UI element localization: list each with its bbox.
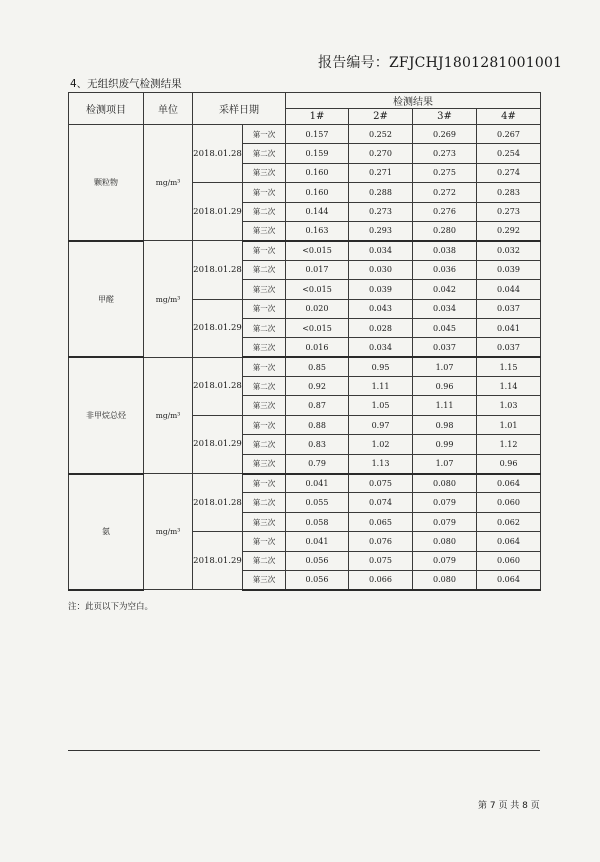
result-value: 0.079	[413, 493, 477, 512]
result-value: 0.037	[477, 338, 541, 357]
result-value: 0.96	[413, 377, 477, 396]
sampling-date: 2018.01.28	[193, 125, 243, 183]
result-value: 1.03	[477, 396, 541, 415]
sampling-date: 2018.01.29	[193, 415, 243, 473]
result-value: <0.015	[286, 318, 349, 337]
result-value: 0.042	[413, 280, 477, 299]
report-number: 报告编号：ZFJCHJ1801281001001	[318, 55, 563, 71]
sample-round: 第三次	[243, 280, 286, 299]
result-value: 0.017	[286, 260, 349, 279]
header-unit: 单位	[144, 93, 193, 125]
result-value: 0.273	[413, 144, 477, 163]
result-value: 0.079	[413, 512, 477, 531]
item-unit: mg/m³	[144, 474, 193, 590]
result-value: 0.273	[477, 202, 541, 221]
result-value: 0.034	[413, 299, 477, 318]
result-value: 0.92	[286, 377, 349, 396]
sampling-date: 2018.01.28	[193, 241, 243, 299]
result-value: 0.058	[286, 512, 349, 531]
sample-round: 第二次	[243, 260, 286, 279]
table-row	[69, 357, 541, 376]
result-value: 0.066	[349, 570, 413, 589]
result-value: 0.160	[286, 163, 349, 182]
result-value: 0.273	[349, 202, 413, 221]
sample-round: 第二次	[243, 551, 286, 570]
result-value: 0.036	[413, 260, 477, 279]
sample-round: 第二次	[243, 144, 286, 163]
sample-round: 第一次	[243, 241, 286, 260]
result-value: 1.13	[349, 454, 413, 473]
sample-round: 第一次	[243, 125, 286, 144]
table-row	[69, 125, 541, 144]
sample-round: 第三次	[243, 221, 286, 240]
result-value: 0.075	[349, 474, 413, 493]
sampling-date: 2018.01.28	[193, 357, 243, 415]
result-value: 0.034	[349, 241, 413, 260]
table-header	[69, 93, 541, 125]
header-point-3: 3#	[413, 109, 477, 125]
result-value: 1.12	[477, 435, 541, 454]
sample-round: 第三次	[243, 396, 286, 415]
result-value: 0.283	[477, 183, 541, 202]
sampling-date: 2018.01.29	[193, 299, 243, 357]
result-value: 0.270	[349, 144, 413, 163]
result-value: 0.041	[286, 532, 349, 551]
result-value: 0.080	[413, 474, 477, 493]
item-unit: mg/m³	[144, 125, 193, 241]
table-row	[69, 474, 541, 493]
result-value: 0.064	[477, 474, 541, 493]
sample-round: 第二次	[243, 493, 286, 512]
result-value: 1.15	[477, 357, 541, 376]
result-value: 0.041	[477, 318, 541, 337]
table-row	[69, 241, 541, 260]
sampling-date: 2018.01.29	[193, 532, 243, 590]
result-value: 0.274	[477, 163, 541, 182]
result-value: 0.076	[349, 532, 413, 551]
result-value: 0.030	[349, 260, 413, 279]
result-value: 0.87	[286, 396, 349, 415]
result-value: 0.83	[286, 435, 349, 454]
result-value: 0.79	[286, 454, 349, 473]
result-value: 0.293	[349, 221, 413, 240]
result-value: 0.032	[477, 241, 541, 260]
sample-round: 第一次	[243, 415, 286, 434]
result-value: 0.276	[413, 202, 477, 221]
result-value: 0.96	[477, 454, 541, 473]
result-value: 0.041	[286, 474, 349, 493]
result-value: 0.079	[413, 551, 477, 570]
result-value: 1.02	[349, 435, 413, 454]
result-value: 0.039	[477, 260, 541, 279]
result-value: 1.07	[413, 454, 477, 473]
sampling-date: 2018.01.28	[193, 474, 243, 532]
result-value: 0.98	[413, 415, 477, 434]
result-value: 1.11	[349, 377, 413, 396]
table-body	[69, 125, 541, 590]
header-results: 检测结果	[286, 93, 541, 109]
result-value: 0.271	[349, 163, 413, 182]
result-value: 0.056	[286, 551, 349, 570]
result-value: 0.064	[477, 532, 541, 551]
result-value: 0.99	[413, 435, 477, 454]
result-value: 0.288	[349, 183, 413, 202]
result-value: 0.038	[413, 241, 477, 260]
result-value: 0.080	[413, 532, 477, 551]
result-value: 0.269	[413, 125, 477, 144]
result-value: 0.160	[286, 183, 349, 202]
sample-round: 第一次	[243, 299, 286, 318]
sample-round: 第一次	[243, 357, 286, 376]
result-value: 0.97	[349, 415, 413, 434]
result-value: 0.272	[413, 183, 477, 202]
result-value: 0.144	[286, 202, 349, 221]
result-value: 0.267	[477, 125, 541, 144]
result-value: 1.07	[413, 357, 477, 376]
section-title: 4、无组织废气检测结果	[70, 78, 182, 90]
sampling-date: 2018.01.29	[193, 183, 243, 241]
result-value: 1.14	[477, 377, 541, 396]
page-number: 第 7 页 共 8 页	[478, 801, 540, 811]
header-item: 检测项目	[69, 93, 144, 125]
result-value: 0.060	[477, 551, 541, 570]
result-value: 0.044	[477, 280, 541, 299]
result-value: 0.016	[286, 338, 349, 357]
sample-round: 第三次	[243, 163, 286, 182]
result-value: 0.039	[349, 280, 413, 299]
result-value: 0.065	[349, 512, 413, 531]
item-name: 氨	[69, 474, 144, 590]
header-point-1: 1#	[286, 109, 349, 125]
blank-note: 注：此页以下为空白。	[68, 602, 154, 612]
result-value: 0.074	[349, 493, 413, 512]
sample-round: 第三次	[243, 338, 286, 357]
item-name: 甲醛	[69, 241, 144, 357]
sample-round: 第三次	[243, 512, 286, 531]
item-unit: mg/m³	[144, 357, 193, 473]
result-value: 0.075	[349, 551, 413, 570]
result-value: 0.157	[286, 125, 349, 144]
header-point-2: 2#	[349, 109, 413, 125]
result-value: 0.028	[349, 318, 413, 337]
result-value: 0.159	[286, 144, 349, 163]
sample-round: 第二次	[243, 435, 286, 454]
sample-round: 第一次	[243, 183, 286, 202]
result-value: 0.043	[349, 299, 413, 318]
result-value: 0.055	[286, 493, 349, 512]
sample-round: 第二次	[243, 202, 286, 221]
result-value: 0.020	[286, 299, 349, 318]
result-value: 0.292	[477, 221, 541, 240]
item-name: 非甲烷总烃	[69, 357, 144, 473]
result-value: 0.254	[477, 144, 541, 163]
header-date: 采样日期	[193, 93, 286, 125]
item-name: 颗粒物	[69, 125, 144, 241]
result-value: 0.85	[286, 357, 349, 376]
result-value: 1.11	[413, 396, 477, 415]
result-value: 0.037	[477, 299, 541, 318]
result-value: 0.060	[477, 493, 541, 512]
sample-round: 第三次	[243, 570, 286, 589]
footer-divider	[68, 750, 540, 751]
result-value: 0.275	[413, 163, 477, 182]
result-value: 0.056	[286, 570, 349, 589]
result-value: 0.062	[477, 512, 541, 531]
result-value: 1.01	[477, 415, 541, 434]
result-value: 0.252	[349, 125, 413, 144]
result-value: 0.95	[349, 357, 413, 376]
result-value: 0.034	[349, 338, 413, 357]
header-point-4: 4#	[477, 109, 541, 125]
result-value: <0.015	[286, 241, 349, 260]
item-unit: mg/m³	[144, 241, 193, 357]
result-value: <0.015	[286, 280, 349, 299]
sample-round: 第二次	[243, 318, 286, 337]
sample-round: 第一次	[243, 474, 286, 493]
result-value: 0.080	[413, 570, 477, 589]
results-table	[68, 92, 541, 591]
result-value: 0.045	[413, 318, 477, 337]
sample-round: 第二次	[243, 377, 286, 396]
result-value: 0.163	[286, 221, 349, 240]
result-value: 0.037	[413, 338, 477, 357]
result-value: 0.280	[413, 221, 477, 240]
sample-round: 第一次	[243, 532, 286, 551]
result-value: 0.88	[286, 415, 349, 434]
result-value: 1.05	[349, 396, 413, 415]
sample-round: 第三次	[243, 454, 286, 473]
result-value: 0.064	[477, 570, 541, 589]
